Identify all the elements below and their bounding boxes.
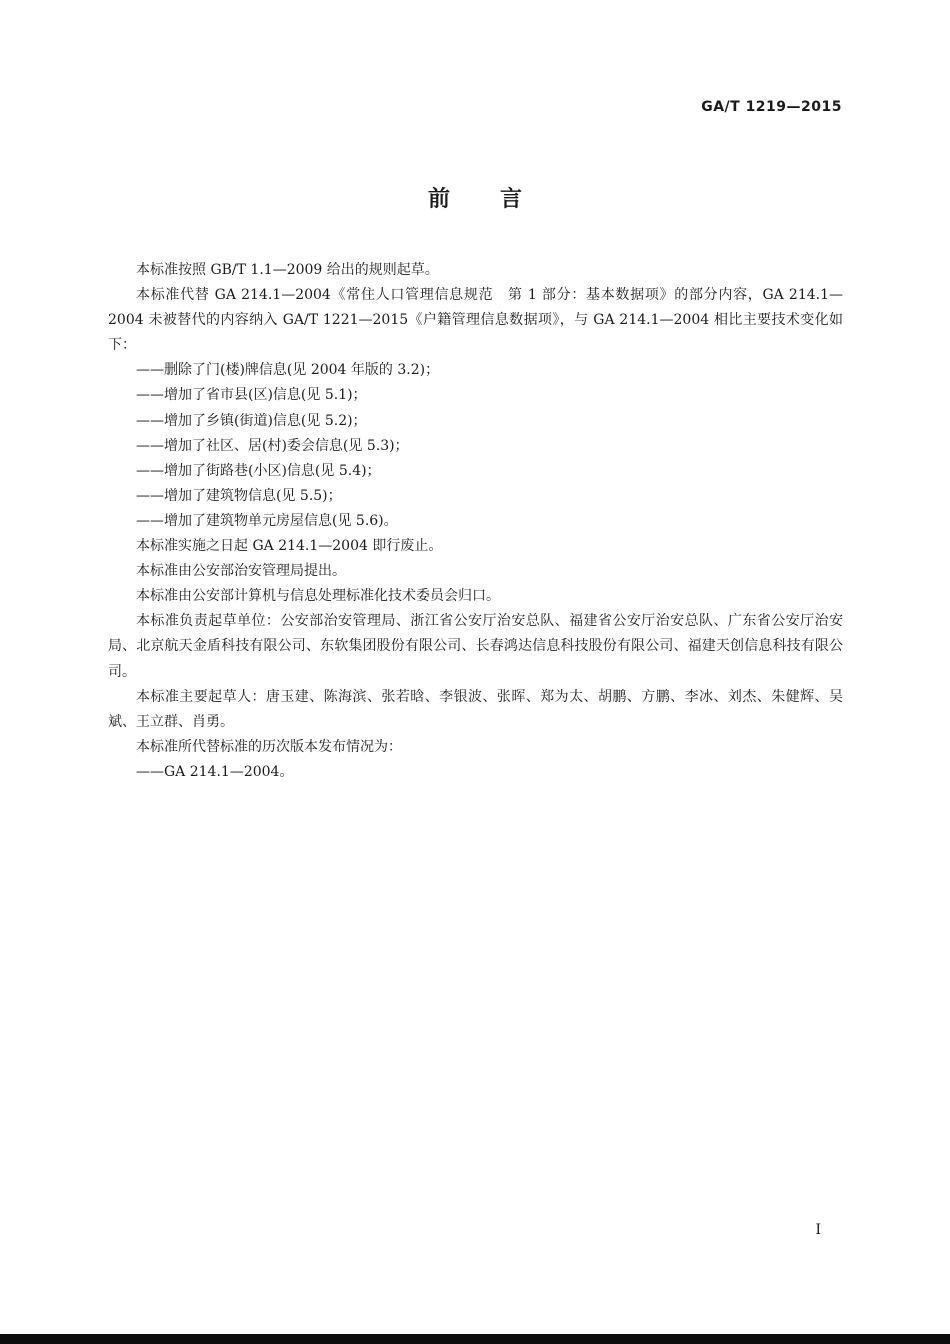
title-char-1: 前 <box>427 187 450 212</box>
paragraph-history-intro: 本标准所代替标准的历次版本发布情况为： <box>136 738 402 755</box>
change-item: ——增加了省市县(区)信息(见 5.1)； <box>136 387 367 404</box>
history-item: ——GA 214.1—2004。 <box>136 763 294 780</box>
paragraph-drafting-rules: 本标准按照 GB/T 1.1—2009 给出的规则起草。 <box>136 262 439 278</box>
title-char-2: 言 <box>500 187 523 212</box>
bottom-border <box>0 1334 950 1344</box>
paragraph-drafters: 本标准主要起草人：唐玉建、陈海滨、张若晗、李银波、张晖、郑为太、胡鹏、方鹏、李冰、刘杰、朱健辉、吴斌、王立群、肖勇。 <box>108 688 843 730</box>
paragraph-drafting-units: 本标准负责起草单位：公安部治安管理局、浙江省公安厅治安总队、福建省公安厅治安总队、广东省公安厅治安局、北京航天金盾科技有限公司、东软集团股份有限公司、长春鸿达信息科技股份有限公司、福建天创信息科技有限公司。 <box>108 613 843 680</box>
change-item: ——删除了门(楼)牌信息(见 2004 年版的 3.2)； <box>136 362 440 379</box>
change-item: ——增加了建筑物信息(见 5.5)； <box>136 487 342 504</box>
change-item: ——增加了街路巷(小区)信息(见 5.4)； <box>136 462 381 479</box>
page-title <box>0 182 950 213</box>
change-item: ——增加了乡镇(街道)信息(见 5.2)； <box>136 412 367 429</box>
foreword-body <box>108 258 843 785</box>
page-number: I <box>815 1222 821 1238</box>
change-item: ——增加了社区、居(村)委会信息(见 5.3)； <box>136 437 409 454</box>
paragraph-replacement: 本标准代替 GA 214.1—2004《常住人口管理信息规范 第 1 部分：基本数据项》的部分内容，GA 214.1—2004 未被替代的内容纳入 GA/T 1221—2015《户籍管理信息数据项》，与 GA 214.1—2004 相比主要技术变化如下： <box>108 287 843 354</box>
paragraph-abolished: 本标准实施之日起 GA 214.1—2004 即行废止。 <box>136 538 443 555</box>
change-item: ——增加了建筑物单元房屋信息(见 5.6)。 <box>136 512 398 529</box>
paragraph-proposed-by: 本标准由公安部治安管理局提出。 <box>136 563 346 580</box>
standard-code: GA/T 1219—2015 <box>701 99 842 115</box>
paragraph-centralized-by: 本标准由公安部计算机与信息处理标准化技术委员会归口。 <box>136 588 500 605</box>
